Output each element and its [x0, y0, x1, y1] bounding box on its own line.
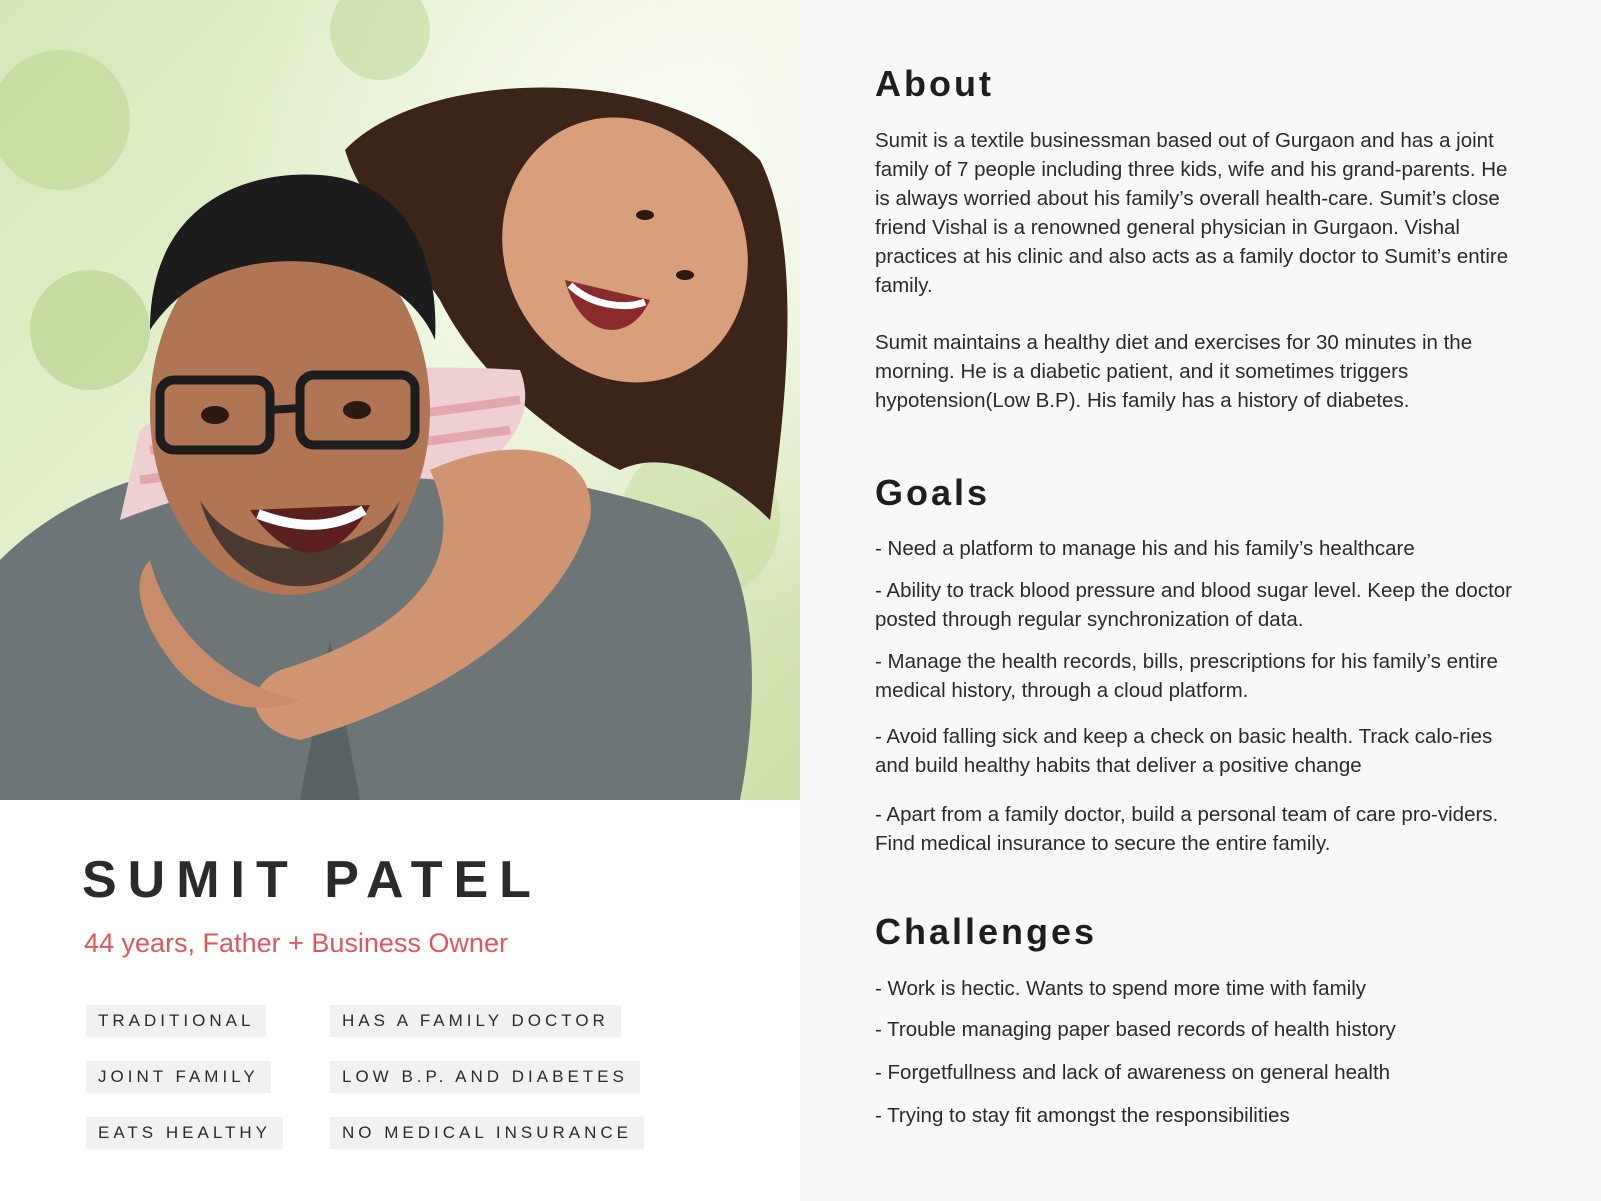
- goal-item: - Ability to track blood pressure and blood sugar level. Keep the doctor posted through regular synchronization of data.: [875, 579, 1513, 631]
- persona-photo: [0, 0, 800, 800]
- challenge-item: - Trying to stay fit amongst the responsibilities: [875, 1104, 1290, 1127]
- tag-family-doctor: HAS A FAMILY DOCTOR: [330, 1005, 621, 1037]
- challenge-item: - Trouble managing paper based records of health history: [875, 1018, 1396, 1041]
- challenge-item: - Work is hectic. Wants to spend more time with family: [875, 977, 1366, 1000]
- goal-item: - Need a platform to manage his and his family’s healthcare: [875, 537, 1415, 560]
- goal-item: - Manage the health records, bills, prescriptions for his family’s entire medical history, through a cloud platform.: [875, 650, 1498, 702]
- profile-panel: [0, 0, 800, 1201]
- challenges-title: Challenges: [875, 911, 1098, 952]
- tag-no-insurance: NO MEDICAL INSURANCE: [330, 1117, 644, 1149]
- about-title: About: [875, 63, 994, 104]
- persona-subtitle: 44 years, Father + Business Owner: [84, 928, 508, 958]
- tag-eats-healthy: EATS HEALTHY: [86, 1117, 283, 1149]
- tag-low-bp-diabetes: LOW B.P. AND DIABETES: [330, 1061, 640, 1093]
- persona-photo-illustration: [0, 0, 800, 800]
- about-paragraph-2: Sumit maintains a healthy diet and exercises for 30 minutes in the morning. He is a diabetic patient, and it sometimes triggers hypotension(Low B.P). His family has a history of diabetes.: [875, 331, 1473, 412]
- goal-item: - Avoid falling sick and keep a check on basic health. Track calo-ries and build healthy habits that deliver a positive change: [875, 725, 1493, 777]
- tag-joint-family: JOINT FAMILY: [86, 1061, 271, 1093]
- about-paragraph-1: Sumit is a textile businessman based out of Gurgaon and has a joint family of 7 people including three kids, wife and his grand-parents. He is always worried about his family’s overall health-care. Sumit’s close friend Vishal is a renowned general physician in Gurgaon. Vishal practices at his clinic and also acts as a family doctor to Sumit’s entire family.: [875, 129, 1509, 297]
- goal-item: - Apart from a family doctor, build a personal team of care pro-viders. Find medical insurance to secure the entire family.: [875, 803, 1499, 855]
- tag-traditional: TRADITIONAL: [86, 1005, 266, 1037]
- persona-name: SUMIT PATEL: [82, 851, 542, 909]
- goals-title: Goals: [875, 472, 991, 513]
- challenge-item: - Forgetfullness and lack of awareness on general health: [875, 1061, 1391, 1084]
